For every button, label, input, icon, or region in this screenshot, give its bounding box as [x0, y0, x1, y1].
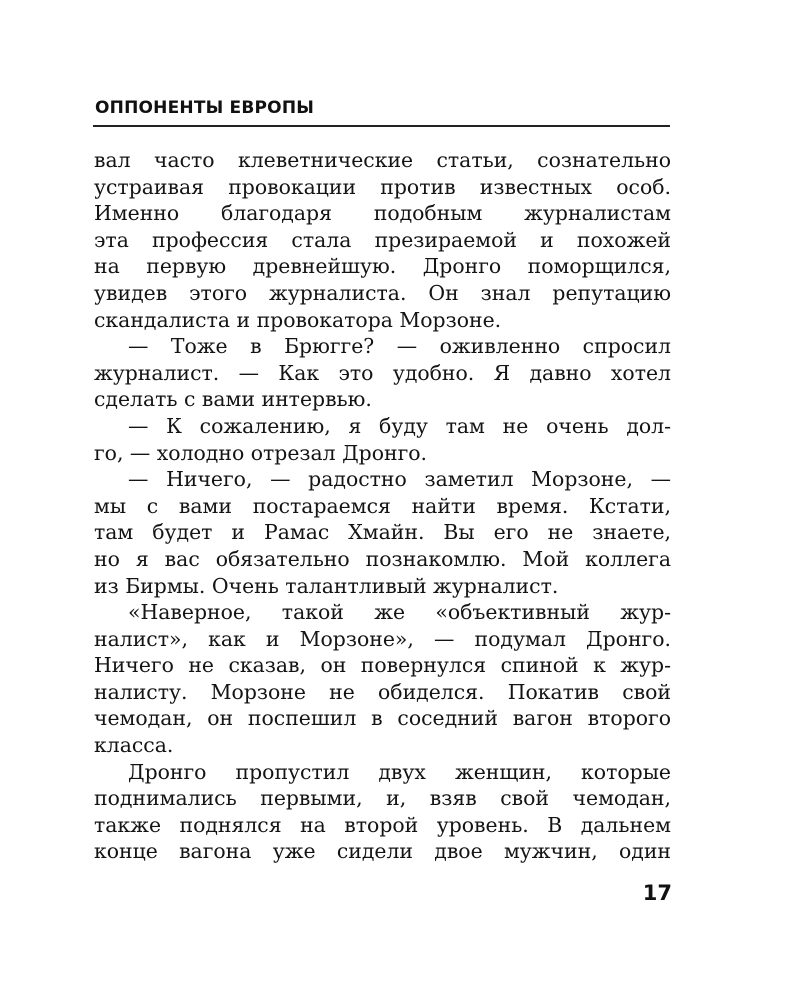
text-line: журналист. — Как это удобно. Я давно хотел [94, 360, 671, 385]
text-line: Именно благодаря подобным журналистам [94, 201, 671, 226]
body-text [94, 147, 671, 865]
text-line: класса. [94, 733, 174, 758]
text-line: устраивая провокации против известных особ. [94, 174, 671, 199]
text-line: на первую древнейшую. Дронго поморщился, [94, 254, 671, 279]
text-line: го, — холодно отрезал Дронго. [94, 440, 428, 465]
text-line: но я вас обязательно познакомлю. Мой коллега [94, 546, 671, 571]
text-line: чемодан, он поспешил в соседний вагон второго [94, 706, 671, 731]
page-number: 17 [642, 881, 672, 905]
text-line: — Тоже в Брюгге? — оживленно спросил [128, 334, 671, 359]
text-line: — Ничего, — радостно заметил Морзоне, — [128, 467, 671, 492]
text-line: поднимались первыми, и, взяв свой чемодан, [94, 786, 671, 811]
text-line: сделать с вами интервью. [94, 387, 372, 412]
text-line: Ничего не сказав, он повернулся спиной к жур- [94, 653, 671, 678]
text-line: увидев этого журналиста. Он знал репутацию [94, 280, 671, 305]
text-line: налист», как и Морзоне», — подумал Дронго. [94, 626, 671, 651]
text-line: мы с вами постараемся найти время. Кстати, [94, 493, 671, 518]
text-line: эта профессия стала презираемой и похожей [94, 227, 671, 252]
text-line: Дронго пропустил двух женщин, которые [128, 759, 671, 784]
running-head: ОППОНЕНТЫ ЕВРОПЫ [95, 98, 315, 118]
header-rule [93, 125, 670, 127]
text-line: вал часто клеветнические статьи, сознательно [94, 148, 671, 172]
text-line: «Наверное, такой же «объективный жур- [128, 600, 671, 625]
text-line: из Бирмы. Очень талантливый журналист. [94, 573, 559, 598]
text-line: скандалиста и провокатора Морзоне. [94, 307, 502, 332]
text-line: там будет и Рамас Хмайн. Вы его не знаете, [94, 520, 671, 545]
text-line: — К сожалению, я буду там не очень дол- [128, 413, 671, 438]
text-line: также поднялся на второй уровень. В дальнем [94, 812, 671, 837]
text-line: налисту. Морзоне не обиделся. Покатив свой [94, 679, 671, 704]
text-line: конце вагона уже сидели двое мужчин, один [94, 839, 671, 864]
